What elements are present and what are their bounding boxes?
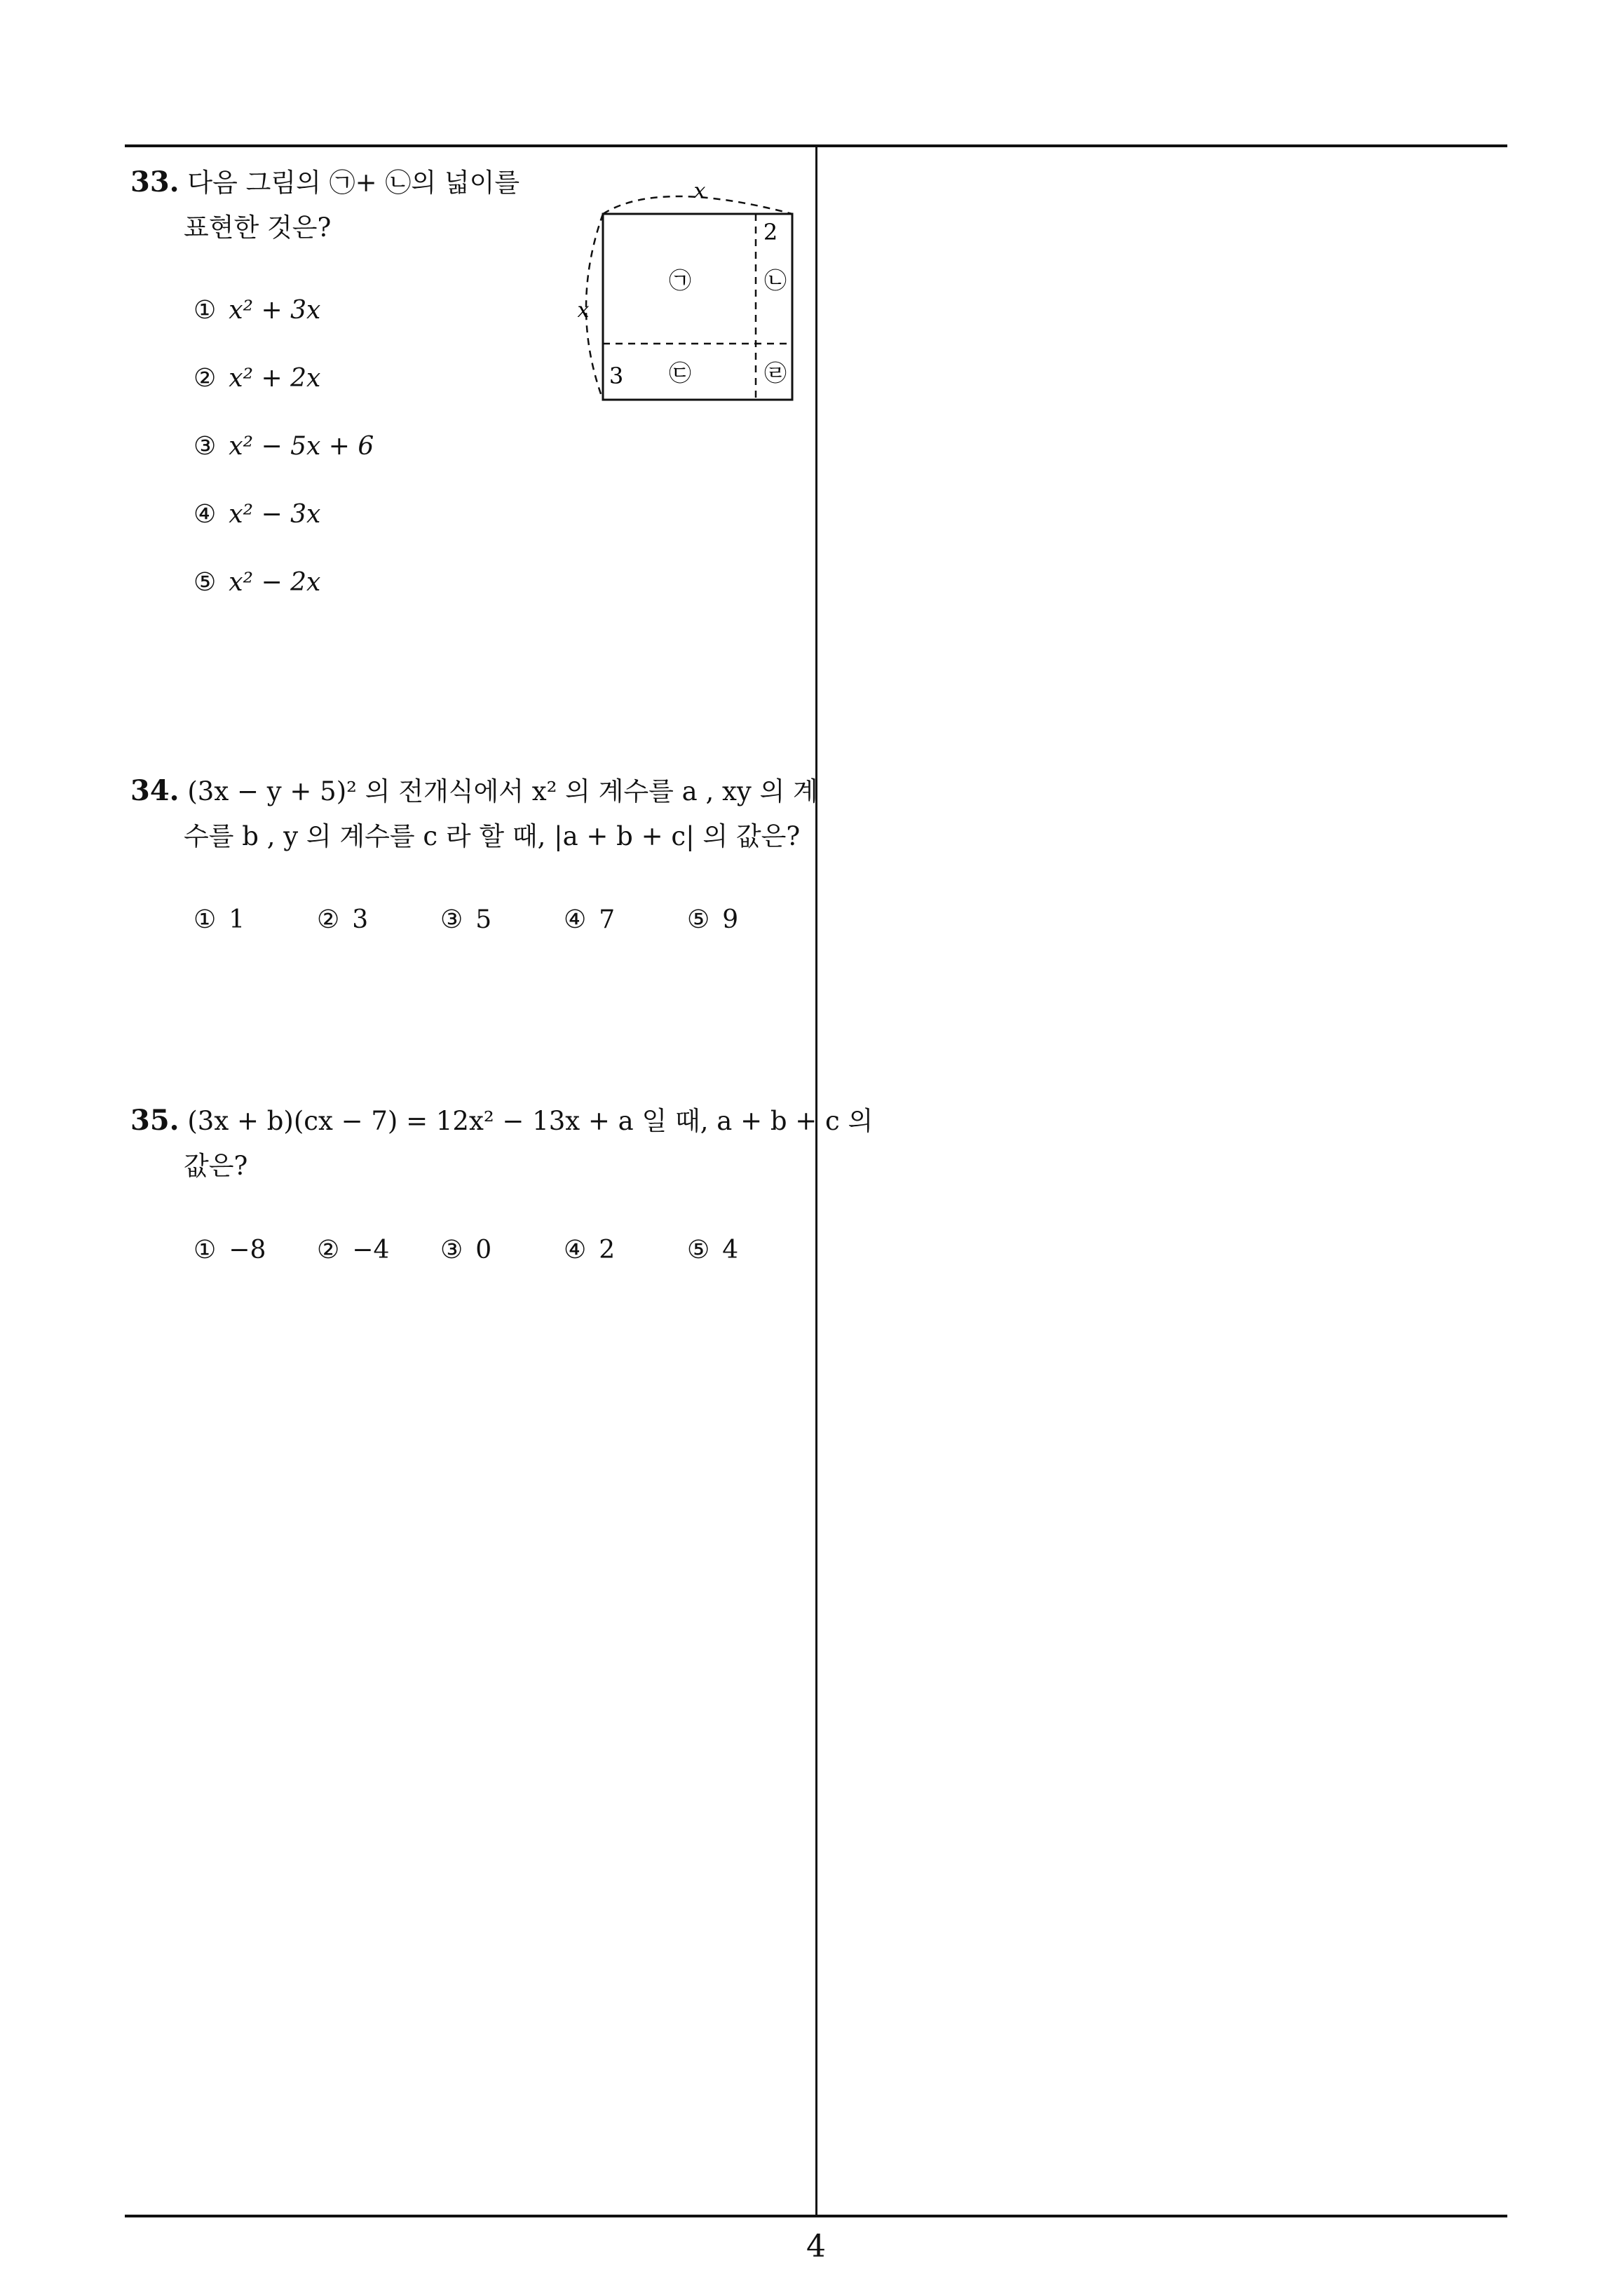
choice-3[interactable]: [440, 1236, 491, 1264]
choice-text: 2: [599, 1236, 616, 1264]
choice-text: x² − 2x: [229, 568, 321, 597]
question-34-line-1: [130, 767, 818, 816]
choice-text: 3: [352, 905, 369, 934]
question-34-line-2: [184, 812, 800, 861]
question-text: 표현한 것은?: [184, 212, 332, 243]
choice-4[interactable]: [564, 905, 615, 934]
choice-marker: ②: [193, 364, 217, 393]
choice-text: x² + 2x: [229, 364, 321, 393]
choice-text: 7: [599, 905, 616, 934]
question-text: (3x − y + 5)² 의 전개식에서 x² 의 계수를 a , xy 의 계: [187, 776, 818, 806]
question-35-line-1: [130, 1096, 873, 1146]
choice-3[interactable]: [440, 905, 491, 934]
question-number: 34.: [130, 774, 179, 807]
choice-text: x² − 3x: [229, 500, 321, 529]
choice-4[interactable]: [564, 1236, 615, 1264]
choice-4[interactable]: [193, 500, 320, 529]
top-label: x: [693, 179, 706, 203]
question-text: 값은?: [184, 1151, 248, 1181]
choice-text: −4: [352, 1236, 390, 1264]
choice-2[interactable]: [193, 364, 320, 393]
choice-1[interactable]: [193, 1236, 266, 1264]
bottom-left-label: 3: [609, 363, 624, 389]
question-33-line-2: [184, 203, 331, 252]
choice-marker: ④: [564, 1236, 587, 1264]
choice-text: 0: [475, 1236, 492, 1264]
question-text: 수를 b , y 의 계수를 c 라 할 때, |a + b + c| 의 값은?: [184, 821, 801, 851]
choice-text: x² − 5x + 6: [229, 432, 374, 461]
choice-marker: ⑤: [687, 1236, 710, 1264]
choice-marker: ③: [440, 905, 463, 934]
choice-marker: ①: [193, 905, 217, 934]
choice-marker: ④: [564, 905, 587, 934]
area-figure: [568, 172, 806, 407]
choice-2[interactable]: [317, 1236, 389, 1264]
column-divider: [815, 144, 817, 2217]
choice-marker: ④: [193, 500, 217, 529]
left-label: x: [577, 298, 590, 323]
choice-marker: ③: [193, 432, 217, 461]
choice-text: 1: [229, 905, 245, 934]
choice-5[interactable]: [193, 568, 320, 597]
right-top-label: 2: [763, 219, 778, 245]
choice-5[interactable]: [687, 1236, 738, 1264]
question-33-line-1: [130, 158, 520, 208]
question-number: 35.: [130, 1104, 179, 1137]
region-b-label: ㉡: [763, 267, 787, 294]
choice-5[interactable]: [687, 905, 738, 934]
choice-marker: ⑤: [193, 568, 217, 597]
choice-text: −8: [229, 1236, 266, 1264]
question-text: 다음 그림의 ㉠+ ㉡의 넓이를: [187, 168, 520, 198]
question-text: (3x + b)(cx − 7) = 12x² − 13x + a 일 때, a + b + c 의: [187, 1106, 874, 1136]
region-c-label: ㉢: [668, 360, 692, 386]
choice-marker: ①: [193, 1236, 217, 1264]
choice-2[interactable]: [317, 905, 368, 934]
choice-marker: ⑤: [687, 905, 710, 934]
choice-marker: ②: [317, 1236, 340, 1264]
choice-marker: ②: [317, 905, 340, 934]
choice-text: 9: [722, 905, 739, 934]
bottom-rule: [125, 2215, 1507, 2217]
page-number: 4: [806, 2229, 826, 2264]
region-d-label: ㉣: [763, 360, 787, 386]
choice-marker: ①: [193, 296, 217, 325]
choice-1[interactable]: [193, 905, 245, 934]
choice-text: 4: [722, 1236, 739, 1264]
choice-marker: ③: [440, 1236, 463, 1264]
region-a-label: ㉠: [668, 267, 692, 294]
choice-3[interactable]: [193, 432, 374, 461]
question-35-line-2: [184, 1142, 247, 1191]
question-number: 33.: [130, 166, 179, 198]
choice-1[interactable]: [193, 296, 320, 325]
choice-text: x² + 3x: [229, 296, 321, 325]
choice-text: 5: [475, 905, 492, 934]
